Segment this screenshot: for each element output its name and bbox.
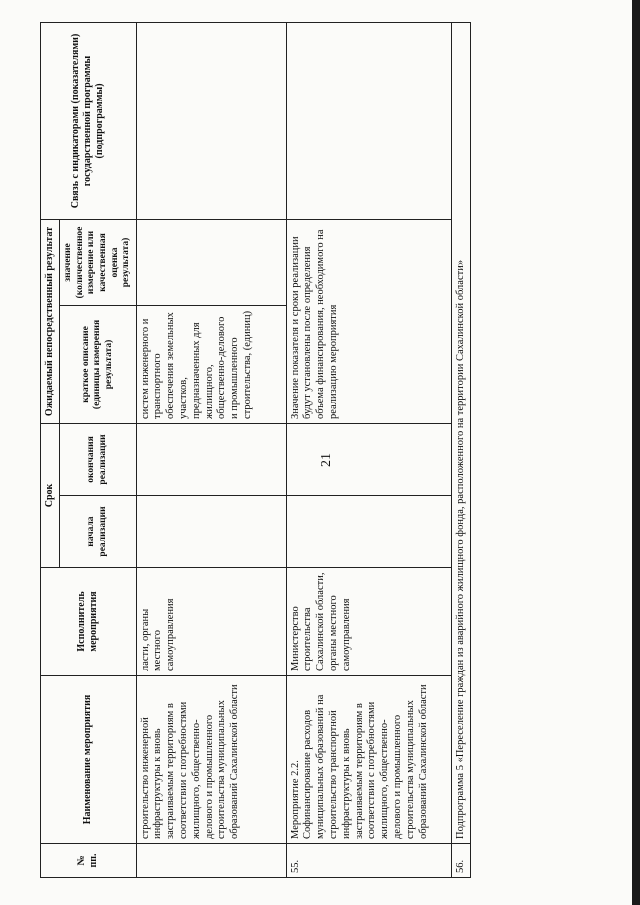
header-term-start: начала реализации bbox=[60, 496, 136, 568]
cell-desc-merged: Значение показателя и сроки реализации будут установлены после определения объема финансирования, необходимого на реализацию мероприятия bbox=[286, 219, 451, 423]
cell-num bbox=[136, 844, 286, 878]
table-row bbox=[136, 22, 286, 877]
cell-executor: ласти, органы местного самоуправления bbox=[136, 568, 286, 676]
measures-table bbox=[40, 22, 471, 878]
cell-desc: систем инженерного и транспортного обеспечения земельных участков, предназначенных для жилищного, общественно-делового и промышленного строительства, (единиц) bbox=[136, 305, 286, 423]
header-term-end: окончания реализации bbox=[60, 423, 136, 495]
cell-num: 56. bbox=[451, 844, 471, 878]
header-num: № пп. bbox=[41, 844, 137, 878]
cell-name: Мероприятие 2.2. Софинансирование расходов муниципальных образований на строительство транспортной инфраструктуры к вновь застраиваемым территориям в соответствии с потребностями жилищного, общественно-делового и промышленного строительства муниципальных образований Сахалинской области bbox=[286, 676, 451, 844]
header-executor: Исполнитель мероприятия bbox=[41, 568, 137, 676]
rotated-table-container bbox=[40, 23, 560, 878]
table-row bbox=[451, 22, 471, 877]
cell-end bbox=[286, 423, 451, 495]
cell-num: 55. bbox=[286, 844, 451, 878]
table-row bbox=[286, 22, 451, 877]
cell-start bbox=[286, 496, 451, 568]
page-number: 21 bbox=[319, 453, 334, 467]
header-row-1 bbox=[41, 22, 60, 877]
scan-edge bbox=[632, 0, 640, 905]
header-result-desc: краткое описание (единицы измерения результата) bbox=[60, 305, 136, 423]
cell-name: строительство инженерной инфраструктуры к вновь застраиваемым территориям в соответствии с потребностями жилищного, общественно-делового и промышленного строительства муниципальных образований Сахалинской области bbox=[136, 676, 286, 844]
cell-value bbox=[136, 219, 286, 305]
header-result-value: значение (количественное измерение или качественная оценка результата) bbox=[60, 219, 136, 305]
cell-start bbox=[136, 496, 286, 568]
subprogram-title: Подпрограмма 5 «Переселение граждан из аварийного жилищного фонда, расположенного на территории Сахалинской области» bbox=[451, 22, 471, 843]
cell-executor: Министерство строительства Сахалинской области, органы местного самоуправления bbox=[286, 568, 451, 676]
header-result: Ожидаемый непосредственный результат bbox=[41, 219, 60, 423]
cell-link bbox=[286, 22, 451, 219]
cell-link bbox=[136, 22, 286, 219]
cell-end bbox=[136, 423, 286, 495]
header-link: Связь с индикаторами (показателями) государственной программы (подпрограммы) bbox=[41, 22, 137, 219]
header-name: Наименование мероприятия bbox=[41, 676, 137, 844]
header-term: Срок bbox=[41, 423, 60, 567]
